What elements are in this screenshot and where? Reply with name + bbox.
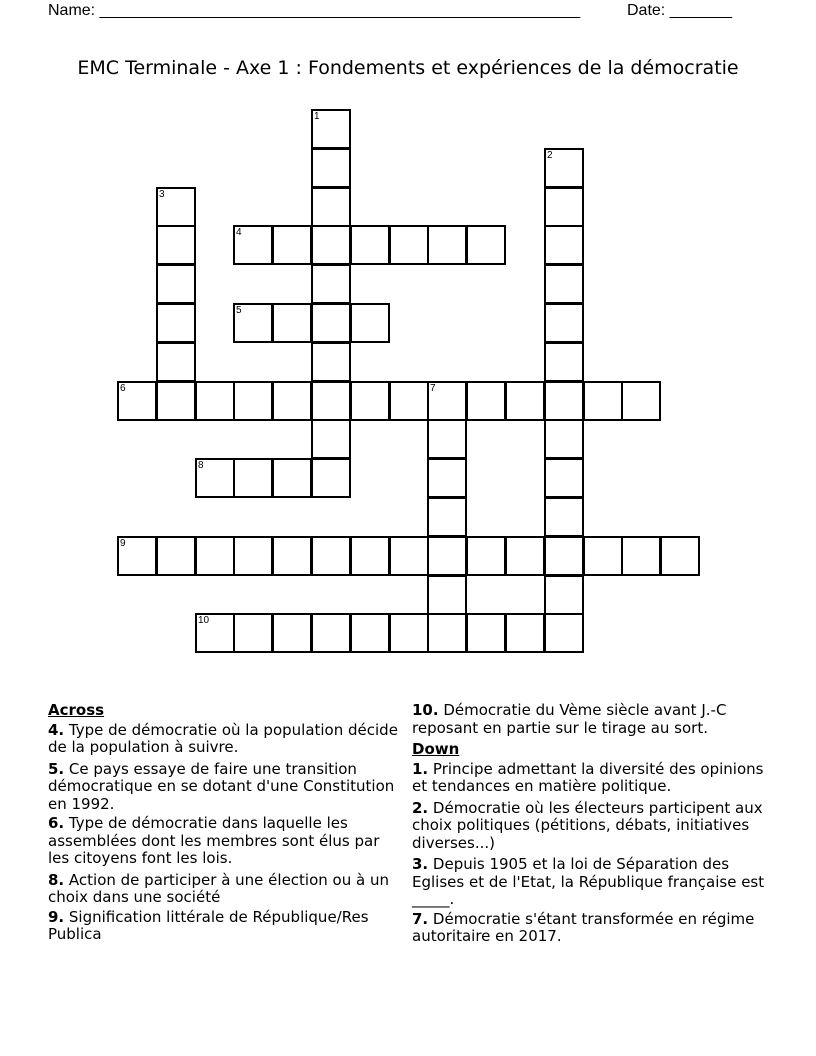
crossword-cell[interactable] <box>233 613 273 653</box>
cell-number: 2 <box>547 150 553 161</box>
crossword-cell[interactable] <box>505 613 545 653</box>
crossword-cell[interactable] <box>505 536 545 576</box>
clue-across-4 <box>48 722 398 757</box>
crossword-cell[interactable] <box>544 497 584 537</box>
clue-across-6 <box>48 815 398 868</box>
crossword-cell[interactable] <box>389 381 429 421</box>
crossword-cell[interactable] <box>583 536 623 576</box>
clues-left-column <box>48 702 398 946</box>
crossword-cell[interactable] <box>389 536 429 576</box>
clue-down-1 <box>412 761 768 796</box>
crossword-cell[interactable] <box>156 264 196 304</box>
clue-number: 9. <box>48 907 65 926</box>
crossword-cell[interactable] <box>311 187 351 227</box>
crossword-cell[interactable] <box>427 497 467 537</box>
clue-text: Ce pays essaye de faire une transition démocratique en se dotant d'une Constitution en 1992. <box>48 759 395 813</box>
crossword-cell[interactable] <box>466 225 506 265</box>
crossword-cell[interactable] <box>466 381 506 421</box>
clue-down-3 <box>412 856 768 909</box>
crossword-cell[interactable] <box>350 303 390 343</box>
crossword-cell[interactable] <box>466 536 506 576</box>
crossword-cell[interactable] <box>544 575 584 615</box>
crossword-cell[interactable] <box>311 458 351 498</box>
crossword-cell[interactable] <box>427 575 467 615</box>
crossword-cell[interactable] <box>233 536 273 576</box>
crossword-cell[interactable] <box>621 536 661 576</box>
crossword-cell[interactable] <box>544 419 584 459</box>
crossword-cell[interactable] <box>544 381 584 421</box>
clue-text: Signification littérale de République/Res Publica <box>48 907 369 943</box>
crossword-cell[interactable] <box>272 381 312 421</box>
crossword-cell[interactable] <box>544 148 584 188</box>
crossword-cell[interactable] <box>195 536 235 576</box>
crossword-cell[interactable] <box>427 536 467 576</box>
crossword-cell[interactable] <box>350 381 390 421</box>
clue-down-2 <box>412 800 768 853</box>
crossword-cell[interactable] <box>350 225 390 265</box>
crossword-cell[interactable] <box>156 381 196 421</box>
crossword-cell[interactable] <box>583 381 623 421</box>
cell-number: 3 <box>159 189 165 200</box>
crossword-cell[interactable] <box>621 381 661 421</box>
cell-number: 5 <box>236 305 242 316</box>
clue-text: Type de démocratie où la population décide de la population à suivre. <box>48 720 398 756</box>
crossword-cell[interactable] <box>156 225 196 265</box>
crossword-cell[interactable] <box>311 536 351 576</box>
clue-number: 4. <box>48 720 65 739</box>
crossword-cell[interactable] <box>427 225 467 265</box>
page-title: EMC Terminale - Axe 1 : Fondements et expériences de la démocratie <box>77 57 739 79</box>
clue-text: Principe admettant la diversité des opinions et tendances en matière politique. <box>412 759 764 795</box>
crossword-cell[interactable] <box>427 458 467 498</box>
crossword-cell[interactable] <box>389 613 429 653</box>
clue-number: 7. <box>412 909 429 928</box>
clue-text: Action de participer à une élection ou à un choix dans une société <box>48 870 389 906</box>
clue-text: Démocratie s'étant transformée en régime autoritaire en 2017. <box>412 909 755 945</box>
cell-number: 8 <box>198 460 204 471</box>
crossword-cell[interactable] <box>427 381 467 421</box>
crossword-cell[interactable] <box>660 536 700 576</box>
crossword-cell[interactable] <box>311 303 351 343</box>
crossword-cell[interactable] <box>117 536 157 576</box>
clue-across-5 <box>48 761 398 814</box>
crossword-cell[interactable] <box>311 148 351 188</box>
crossword-cell[interactable] <box>389 225 429 265</box>
crossword-cell[interactable] <box>427 613 467 653</box>
crossword-cell[interactable] <box>427 419 467 459</box>
clue-number: 5. <box>48 759 65 778</box>
crossword-cell[interactable] <box>350 536 390 576</box>
crossword-cell[interactable] <box>272 536 312 576</box>
crossword-cell[interactable] <box>195 613 235 653</box>
crossword-cell[interactable] <box>466 613 506 653</box>
clue-down-7 <box>412 911 768 946</box>
clues-right-column <box>412 702 768 948</box>
crossword-cell[interactable] <box>311 613 351 653</box>
clue-text: Depuis 1905 et la loi de Séparation des Eglises et de l'Etat, la République française est _____. <box>412 855 765 908</box>
crossword-cell[interactable] <box>272 303 312 343</box>
crossword-cell[interactable] <box>544 187 584 227</box>
crossword-cell[interactable] <box>156 342 196 382</box>
cell-number: 1 <box>314 111 320 122</box>
crossword-cell[interactable] <box>195 458 235 498</box>
crossword-cell[interactable] <box>311 264 351 304</box>
clue-number: 10. <box>412 701 439 719</box>
crossword-cell[interactable] <box>544 342 584 382</box>
crossword-cell[interactable] <box>311 342 351 382</box>
crossword-cell[interactable] <box>544 225 584 265</box>
cell-number: 4 <box>236 227 242 238</box>
clue-number: 1. <box>412 759 429 778</box>
crossword-cell[interactable] <box>117 381 157 421</box>
clue-across-10 <box>412 702 768 737</box>
crossword-cell[interactable] <box>311 109 351 149</box>
crossword-cell[interactable] <box>544 536 584 576</box>
down-heading: Down <box>412 740 460 758</box>
clue-across-9 <box>48 909 398 944</box>
crossword-cell[interactable] <box>311 419 351 459</box>
crossword-cell[interactable] <box>544 458 584 498</box>
clue-number: 6. <box>48 814 65 832</box>
crossword-cell[interactable] <box>505 381 545 421</box>
crossword-cell[interactable] <box>272 458 312 498</box>
clue-text: Démocratie où les électeurs participent aux choix politiques (pétitions, débats, initiatives diverses...) <box>412 798 763 852</box>
clue-across-8 <box>48 872 398 907</box>
across-heading: Across <box>48 701 105 719</box>
crossword-cell[interactable] <box>311 225 351 265</box>
crossword-cell[interactable] <box>544 264 584 304</box>
crossword-cell[interactable] <box>350 613 390 653</box>
cell-number: 9 <box>120 538 126 549</box>
cell-number: 7 <box>430 383 436 394</box>
name-field-label[interactable]: Name: ______________________________________________________ <box>48 2 581 19</box>
crossword-cell[interactable] <box>233 225 273 265</box>
cell-number: 6 <box>120 383 126 394</box>
crossword-cell[interactable] <box>272 613 312 653</box>
clue-number: 2. <box>412 798 429 817</box>
clue-number: 8. <box>48 870 65 889</box>
crossword-cell[interactable] <box>195 381 235 421</box>
cell-number: 10 <box>198 615 210 626</box>
crossword-cell[interactable] <box>272 225 312 265</box>
crossword-cell[interactable] <box>233 303 273 343</box>
clue-text: Démocratie du Vème siècle avant J.-C reposant en partie sur le tirage au sort. <box>412 701 727 737</box>
crossword-cell[interactable] <box>544 613 584 653</box>
clue-text: Type de démocratie dans laquelle les assemblées dont les membres sont élus par les citoyens font les lois. <box>48 814 380 867</box>
crossword-cell[interactable] <box>233 381 273 421</box>
crossword-cell[interactable] <box>233 458 273 498</box>
crossword-cell[interactable] <box>156 303 196 343</box>
crossword-cell[interactable] <box>544 303 584 343</box>
crossword-cell[interactable] <box>156 187 196 227</box>
clue-number: 3. <box>412 855 429 873</box>
crossword-cell[interactable] <box>311 381 351 421</box>
date-field-label[interactable]: Date: _______ <box>627 2 732 19</box>
crossword-cell[interactable] <box>156 536 196 576</box>
